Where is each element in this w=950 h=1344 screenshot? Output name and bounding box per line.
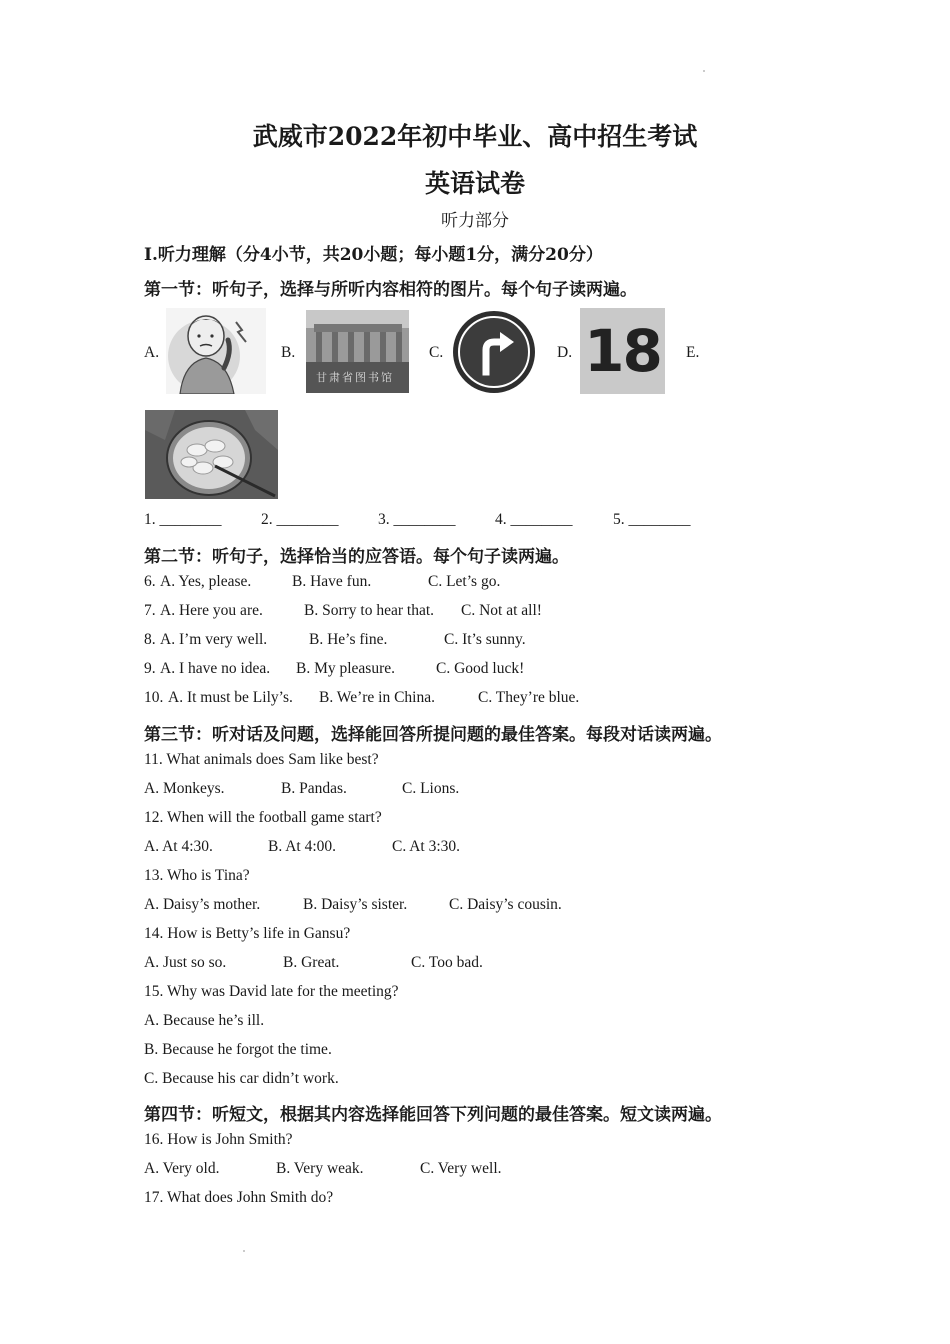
question-15: 15. Why was David late for the meeting? [144,983,399,1000]
option-c: C. Because his car didn’t work. [144,1070,339,1087]
option-a-label: A. [144,344,160,361]
listening-intro: Ⅰ.听力理解（分4小节，共20小题；每小题1分，满分20分） [144,245,603,265]
question-num: 10. [144,689,164,706]
option-c: C. At 3:30. [392,838,461,855]
building-sign-text: 甘肃省图书馆 [316,371,394,384]
section1-heading: 第一节：听句子，选择与所听内容相符的图片。每个句子读两遍。 [144,280,637,300]
question-num: 8. [144,631,156,648]
scan-speck [703,70,705,72]
picture-dumplings [145,410,278,499]
option-c: C. They’re blue. [478,689,580,706]
sign-number: 18 [584,317,661,385]
question-11: 11. What animals does Sam like best? [144,751,379,768]
answer-blank-3[interactable]: 3. ________ [378,511,456,528]
question-13: 13. Who is Tina? [144,867,250,884]
option-a: A. Yes, please. [160,573,252,590]
option-b: B. Because he forgot the time. [144,1041,332,1058]
answer-blank-1[interactable]: 1. ________ [144,511,222,528]
option-a: A. Very old. [144,1160,220,1177]
option-c: C. Lions. [402,780,460,797]
option-c: C. Too bad. [411,954,483,971]
option-a: A. Here you are. [160,602,263,619]
option-a: A. Because he’s ill. [144,1012,265,1029]
question-num: 6. [144,573,156,590]
option-a: A. At 4:30. [144,838,213,855]
exam-subject: 英语试卷 [424,169,525,198]
option-c-label: C. [429,344,444,361]
section2-heading: 第二节：听句子，选择恰当的应答语。每个句子读两遍。 [144,547,569,567]
option-c: C. Let’s go. [428,573,501,590]
picture-age-18-sign [580,308,665,394]
option-b: B. At 4:00. [268,838,337,855]
question-16: 16. How is John Smith? [144,1131,293,1148]
part-heading: 听力部分 [441,211,509,231]
picture-boy-headache [166,308,266,394]
option-c: C. Daisy’s cousin. [449,896,562,913]
option-a: A. Just so so. [144,954,227,971]
option-c: C. Not at all! [461,602,542,619]
option-c: C. Very well. [420,1160,502,1177]
option-b: B. Great. [283,954,340,971]
question-num: 7. [144,602,156,619]
option-a: A. It must be Lily’s. [168,689,293,706]
option-b: B. Daisy’s sister. [303,896,408,913]
option-a: A. I’m very well. [160,631,268,648]
option-b: B. He’s fine. [309,631,388,648]
option-e-label: E. [686,344,700,361]
option-b: B. Sorry to hear that. [304,602,435,619]
answer-blank-2[interactable]: 2. ________ [261,511,339,528]
option-c: C. It’s sunny. [444,631,526,648]
option-b: B. Pandas. [281,780,347,797]
question-14: 14. How is Betty’s life in Gansu? [144,925,351,942]
option-b-label: B. [281,344,296,361]
question-12: 12. When will the football game start? [144,809,382,826]
option-c: C. Good luck! [436,660,525,677]
option-b: B. My pleasure. [296,660,396,677]
answer-blank-4[interactable]: 4. ________ [495,511,573,528]
option-a: A. I have no idea. [160,660,271,677]
question-17: 17. What does John Smith do? [144,1189,334,1206]
option-b: B. We’re in China. [319,689,435,706]
section3-heading: 第三节：听对话及问题，选择能回答所提问题的最佳答案。每段对话读两遍。 [144,725,722,745]
exam-title: 武威市2022年初中毕业、高中招生考试 [252,122,698,151]
picture-turn-right-sign [452,310,536,394]
option-b: B. Very weak. [276,1160,364,1177]
scan-speck [243,1250,245,1252]
option-b: B. Have fun. [292,573,372,590]
picture-library-building [306,310,409,393]
option-a: A. Monkeys. [144,780,225,797]
option-d-label: D. [557,344,573,361]
question-num: 9. [144,660,156,677]
section4-heading: 第四节：听短文，根据其内容选择能回答下列问题的最佳答案。短文读两遍。 [144,1105,722,1125]
option-a: A. Daisy’s mother. [144,896,261,913]
answer-blank-5[interactable]: 5. ________ [613,511,691,528]
